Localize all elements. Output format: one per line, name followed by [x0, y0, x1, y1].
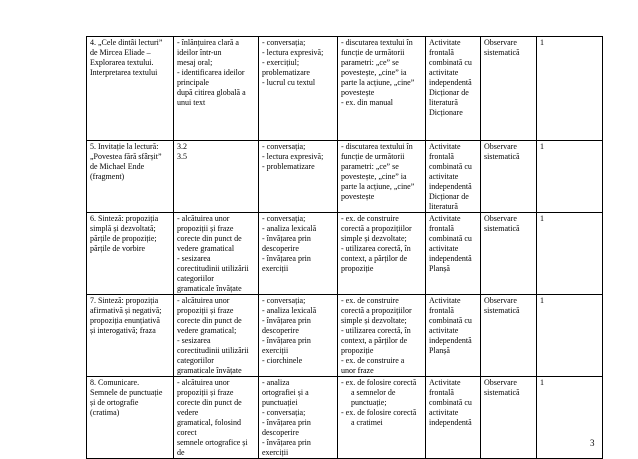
- methods-cell: - conversația; - analiza lexicală - învățarea prin descoperire - învățarea prin exerciții: [259, 213, 338, 295]
- page-number: 3: [590, 438, 595, 448]
- lesson-topic-cell: 7. Sinteză: propoziția afirmativă și negativă; propoziția enunțiativă și interogativă; fraza: [87, 295, 174, 377]
- lesson-topic-cell: 4. „Cele dintâi lecturi” de Mircea Eliade – Explorarea textului. Interpretarea textului: [87, 37, 174, 141]
- hours-cell: 1: [537, 37, 603, 141]
- resources-cell: Activitate frontală combinată cu activitate independentă Planșă: [426, 295, 481, 377]
- methods-cell: - conversația; - analiza lexicală - învățarea prin descoperire - învățarea prin exerciții - ciorchinele: [259, 295, 338, 377]
- evaluation-cell: Observare sistematică: [481, 141, 537, 213]
- activities-cell: - ex. de construire corectă a propozițiilor simple și dezvoltate; - utilizarea corectă, în context, a părților de propoziție: [338, 213, 426, 295]
- methods-cell: - conversația; - lectura expresivă; - problematizare: [259, 141, 338, 213]
- table-row: [87, 295, 603, 377]
- activities-cell: - discutarea textului în funcție de următorii parametri: „ce” se povestește, „cine” ia parte la acțiune, „cine” povestește: [338, 141, 426, 213]
- activities-cell: - ex. de construire corectă a propozițiilor simple și dezvoltate; - utilizarea corectă, în context, a părților de propoziție - ex. de construire a unor fraze: [338, 295, 426, 377]
- activities-cell: - ex. de folosire corectă a semnelor de punctuație; - ex. de folosire corectă a cratimei: [338, 377, 426, 459]
- resources-cell: Activitate frontală combinată cu activitate independentă Planșă: [426, 213, 481, 295]
- evaluation-cell: Observare sistematică: [481, 37, 537, 141]
- evaluation-cell: Observare sistematică: [481, 213, 537, 295]
- competences-cell: - alcătuirea unor propoziții și fraze corecte din punct de vedere gramatical; - sesizarea corectitudinii utilizării categoriilor gramaticale învățate: [174, 295, 259, 377]
- evaluation-cell: Observare sistematică: [481, 377, 537, 459]
- methods-cell: - analiza ortografiei și a punctuației - conversația; - învățarea prin descoperire - învățarea prin exerciții: [259, 377, 338, 459]
- methods-cell: - conversația; - lectura expresivă; - exercițiul; problematizare - lucrul cu textul: [259, 37, 338, 141]
- resources-cell: Activitate frontală combinată cu activitate independentă: [426, 377, 481, 459]
- competences-cell: - alcătuirea unor propoziții și fraze corecte din punct de vedere gramatical, folosind corect semnele ortografice și de: [174, 377, 259, 459]
- table-row: [87, 213, 603, 295]
- lesson-topic-cell: 8. Comunicare. Semnele de punctuație și de ortografie (cratima): [87, 377, 174, 459]
- table-row: [87, 377, 603, 459]
- table-row: [87, 141, 603, 213]
- hours-cell: 1: [537, 141, 603, 213]
- competences-cell: - înlănțuirea clară a ideilor într-un mesaj oral; - identificarea ideilor principale după citirea globală a unui text: [174, 37, 259, 141]
- hours-cell: 1: [537, 377, 603, 459]
- resources-cell: Activitate frontală combinată cu activitate independentă Dicționar de literatură Dicționare: [426, 37, 481, 141]
- evaluation-cell: Observare sistematică: [481, 295, 537, 377]
- lesson-plan-table: [86, 36, 603, 459]
- competences-cell: 3.2 3.5: [174, 141, 259, 213]
- competences-cell: - alcătuirea unor propoziții și fraze corecte din punct de vedere gramatical - sesizarea corectitudinii utilizării categoriilor gramaticale învățate: [174, 213, 259, 295]
- hours-cell: 1: [537, 213, 603, 295]
- table-row: [87, 37, 603, 141]
- activities-cell: - discutarea textului în funcție de următorii parametri: „ce” se povestește, „cine” ia parte la acțiune, „cine” povestește - ex. din manual: [338, 37, 426, 141]
- lesson-topic-cell: 5. Invitație la lectură: „Povestea fără sfârșit” de Michael Ende (fragment): [87, 141, 174, 213]
- lesson-topic-cell: 6. Sinteză: propoziția simplă și dezvoltată; părțile de propoziție; părțile de vorbire: [87, 213, 174, 295]
- hours-cell: 1: [537, 295, 603, 377]
- resources-cell: Activitate frontală combinată cu activitate independentă Dicționar de literatură: [426, 141, 481, 213]
